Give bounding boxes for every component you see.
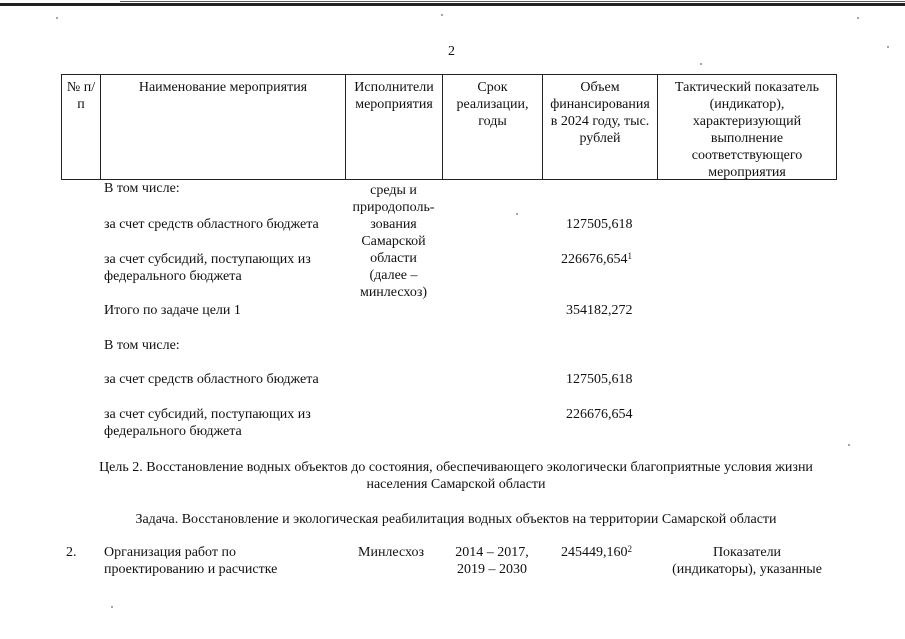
item-2-indicator: Показатели xyxy=(712,545,782,560)
executor-line: минлесхоз) xyxy=(359,285,428,300)
item-2-value-number: 245449,160 xyxy=(561,545,628,560)
executor-line: (далее – xyxy=(369,268,418,283)
row-label: за счет субсидий, поступающих из xyxy=(104,407,311,422)
row-label: за счет средств областного бюджета xyxy=(104,372,319,387)
header-col-indicator-text: Тактический показатель (индикатор), характеризующий выполнение соответствующего мероприятия xyxy=(674,80,820,180)
row-value: 226676,654 xyxy=(566,407,633,422)
header-col-indicator xyxy=(657,74,837,180)
header-col-fund-text: Объем финансирования в 2024 году, тыс. рублей xyxy=(550,80,650,146)
scan-top-border xyxy=(0,3,905,6)
page-number: 2 xyxy=(448,44,455,59)
item-2-number: 2. xyxy=(66,545,77,560)
item-2-value xyxy=(561,543,632,562)
scan-speck xyxy=(887,46,889,48)
footnote-mark: 2 xyxy=(627,544,632,554)
scan-top-border-thin xyxy=(120,1,905,2)
row-value xyxy=(561,250,632,269)
header-col-name xyxy=(100,74,345,180)
header-col-fund xyxy=(542,74,657,180)
scan-speck xyxy=(516,213,518,215)
scan-speck xyxy=(700,63,702,65)
scan-speck xyxy=(441,14,443,16)
row-label: за счет средств областного бюджета xyxy=(104,217,319,232)
row-label: за счет субсидий, поступающих из xyxy=(104,252,311,267)
row-label-cont: федерального бюджета xyxy=(104,424,242,439)
row-label-total: Итого по задаче цели 1 xyxy=(104,303,241,318)
item-2-name: Организация работ по xyxy=(104,545,236,560)
goal-2-line-2: населения Самарской области xyxy=(366,477,546,492)
task-heading: Задача. Восстановление и экологическая реабилитация водных объектов на территории Самарской области xyxy=(135,512,777,527)
row-label: В том числе: xyxy=(104,181,180,196)
header-col-term-text: Срок реализации, годы xyxy=(456,80,529,129)
scan-speck xyxy=(56,17,58,19)
footnote-mark: 1 xyxy=(627,251,632,261)
row-value-total: 354182,272 xyxy=(566,303,633,318)
header-col-num xyxy=(61,74,100,180)
scan-speck xyxy=(111,606,113,608)
goal-2-line-1: Цель 2. Восстановление водных объектов до состояния, обеспечивающего экологически благоприятные условия жизни xyxy=(99,460,813,475)
item-2-indicator-cont: (индикаторы), указанные xyxy=(672,562,822,577)
executor-line: зования xyxy=(370,217,417,232)
executor-line: природополь- xyxy=(352,200,435,215)
header-col-exec-text: Исполнители мероприятия xyxy=(354,80,434,112)
header-col-exec xyxy=(345,74,442,180)
header-col-term xyxy=(442,74,542,180)
header-col-name-text: Наименование мероприятия xyxy=(138,80,308,95)
row-label: В том числе: xyxy=(104,338,180,353)
executor-line: Самарской xyxy=(361,234,426,249)
executor-line: области xyxy=(370,251,417,266)
scan-speck xyxy=(857,17,859,19)
row-value-number: 226676,654 xyxy=(561,252,628,267)
item-2-term: 2014 – 2017, xyxy=(455,545,529,560)
row-value: 127505,618 xyxy=(566,217,633,232)
row-label-cont: федерального бюджета xyxy=(104,269,242,284)
header-col-num-text: № п/п xyxy=(66,80,96,112)
executor-line: среды и xyxy=(370,183,417,198)
row-value: 127505,618 xyxy=(566,372,633,387)
scan-speck xyxy=(848,444,850,446)
item-2-executor: Минлесхоз xyxy=(358,545,425,560)
item-2-term-cont: 2019 – 2030 xyxy=(457,562,527,577)
item-2-name-cont: проектированию и расчистке xyxy=(104,562,278,577)
